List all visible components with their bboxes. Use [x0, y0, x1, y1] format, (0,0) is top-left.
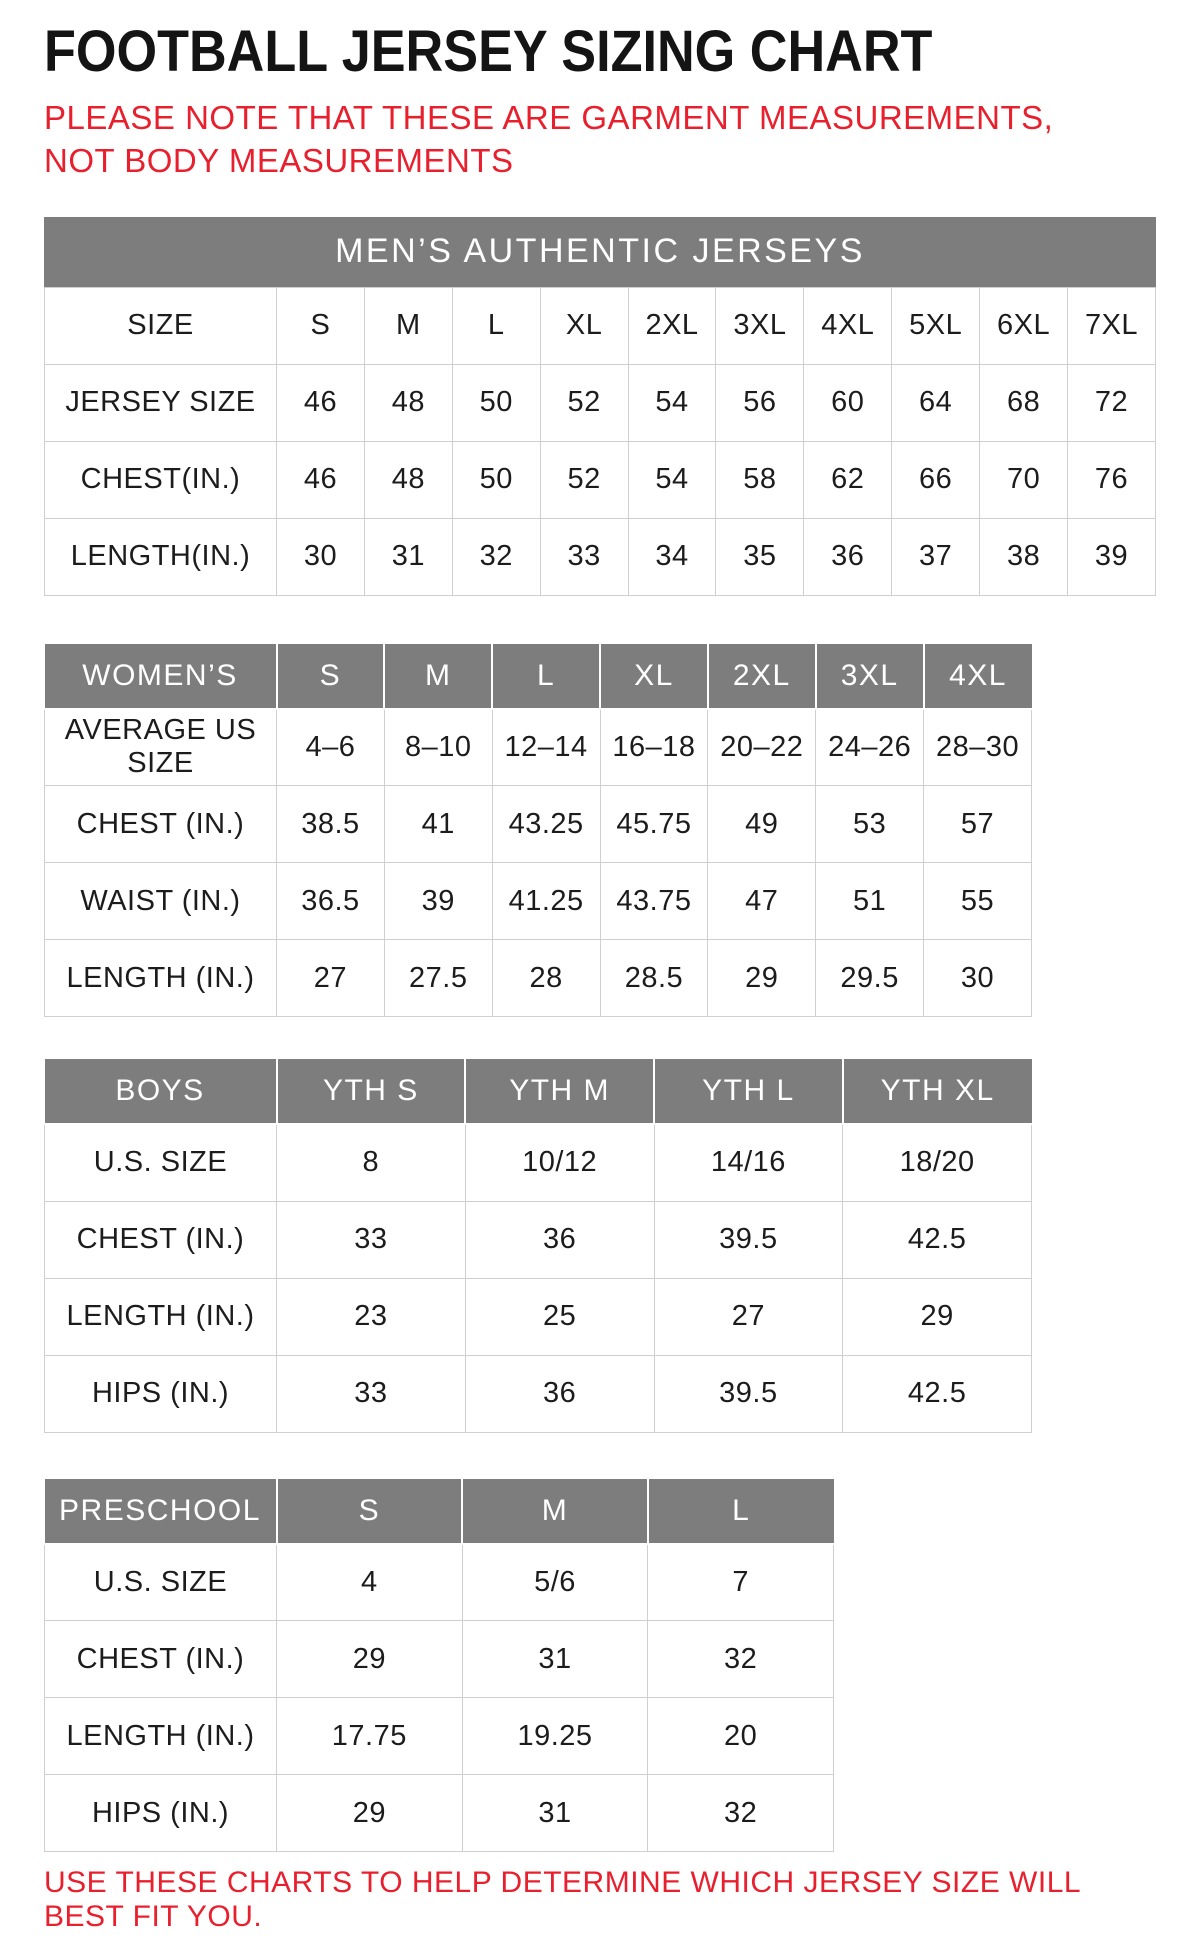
- table-row: [45, 518, 1156, 595]
- column-header: XL: [540, 287, 628, 364]
- mens-authentic-jerseys-section: [44, 217, 1156, 596]
- cell-value: 39: [1068, 518, 1156, 595]
- row-label: CHEST (IN.): [45, 1201, 277, 1278]
- cell-value: 41: [384, 786, 492, 863]
- cell-value: 32: [648, 1775, 834, 1852]
- table-corner-label: BOYS: [45, 1058, 277, 1124]
- table-row: [45, 1124, 1032, 1201]
- cell-value: 7: [648, 1544, 834, 1621]
- column-header: S: [277, 287, 365, 364]
- preschool-sizing-section: [44, 1477, 1156, 1853]
- cell-value: 42.5: [843, 1355, 1032, 1432]
- cell-value: 53: [816, 786, 924, 863]
- cell-value: 4–6: [277, 709, 385, 786]
- cell-value: 28–30: [924, 709, 1032, 786]
- row-label: HIPS (IN.): [45, 1775, 277, 1852]
- table-row: [45, 1621, 834, 1698]
- cell-value: 32: [648, 1621, 834, 1698]
- cell-value: 43.75: [600, 863, 708, 940]
- womens-sizing-table: [44, 642, 1032, 1018]
- table-row: [45, 709, 1032, 786]
- cell-value: 39: [384, 863, 492, 940]
- cell-value: 4: [277, 1544, 463, 1621]
- cell-value: 18/20: [843, 1124, 1032, 1201]
- cell-value: 27.5: [384, 940, 492, 1017]
- column-header: 3XL: [716, 287, 804, 364]
- cell-value: 33: [277, 1355, 466, 1432]
- column-header: L: [648, 1478, 834, 1544]
- table-header-row: [45, 287, 1156, 364]
- footer-note: USE THESE CHARTS TO HELP DETERMINE WHICH JERSEY SIZE WILL BEST FIT YOU.: [44, 1866, 1080, 1934]
- cell-value: 39.5: [654, 1201, 843, 1278]
- cell-value: 17.75: [277, 1698, 463, 1775]
- cell-value: 52: [540, 441, 628, 518]
- table-row: [45, 786, 1032, 863]
- cell-value: 48: [364, 364, 452, 441]
- boys-sizing-section: [44, 1057, 1156, 1433]
- table-row: [45, 940, 1032, 1017]
- cell-value: 50: [452, 441, 540, 518]
- row-label: CHEST (IN.): [45, 1621, 277, 1698]
- cell-value: 10/12: [465, 1124, 654, 1201]
- column-header: YTH M: [465, 1058, 654, 1124]
- cell-value: 33: [277, 1201, 466, 1278]
- cell-value: 48: [364, 441, 452, 518]
- table-row: [45, 1698, 834, 1775]
- cell-value: 24–26: [816, 709, 924, 786]
- cell-value: 36: [804, 518, 892, 595]
- table-row: [45, 364, 1156, 441]
- cell-value: 31: [462, 1621, 648, 1698]
- column-header: 4XL: [924, 643, 1032, 709]
- cell-value: 42.5: [843, 1201, 1032, 1278]
- cell-value: 8: [277, 1124, 466, 1201]
- cell-value: 35: [716, 518, 804, 595]
- row-label: LENGTH(IN.): [45, 518, 277, 595]
- cell-value: 47: [708, 863, 816, 940]
- column-header: S: [277, 1478, 463, 1544]
- cell-value: 31: [364, 518, 452, 595]
- row-label: CHEST (IN.): [45, 786, 277, 863]
- column-header: 2XL: [628, 287, 716, 364]
- cell-value: 30: [924, 940, 1032, 1017]
- cell-value: 12–14: [492, 709, 600, 786]
- cell-value: 43.25: [492, 786, 600, 863]
- cell-value: 54: [628, 364, 716, 441]
- cell-value: 20–22: [708, 709, 816, 786]
- cell-value: 57: [924, 786, 1032, 863]
- cell-value: 25: [465, 1278, 654, 1355]
- row-label: WAIST (IN.): [45, 863, 277, 940]
- column-header: M: [462, 1478, 648, 1544]
- column-header: 2XL: [708, 643, 816, 709]
- row-label: CHEST(IN.): [45, 441, 277, 518]
- cell-value: 58: [716, 441, 804, 518]
- column-header: L: [492, 643, 600, 709]
- mens-sizing-table: [44, 287, 1156, 596]
- row-label: LENGTH (IN.): [45, 1278, 277, 1355]
- column-header: L: [452, 287, 540, 364]
- cell-value: 60: [804, 364, 892, 441]
- table-header-row: [45, 643, 1032, 709]
- cell-value: 50: [452, 364, 540, 441]
- cell-value: 52: [540, 364, 628, 441]
- cell-value: 39.5: [654, 1355, 843, 1432]
- cell-value: 38: [980, 518, 1068, 595]
- cell-value: 45.75: [600, 786, 708, 863]
- column-header: M: [364, 287, 452, 364]
- cell-value: 20: [648, 1698, 834, 1775]
- column-header: M: [384, 643, 492, 709]
- table-corner-label: PRESCHOOL: [45, 1478, 277, 1544]
- cell-value: 64: [892, 364, 980, 441]
- cell-value: 76: [1068, 441, 1156, 518]
- cell-value: 29: [277, 1775, 463, 1852]
- cell-value: 68: [980, 364, 1068, 441]
- cell-value: 8–10: [384, 709, 492, 786]
- column-header: XL: [600, 643, 708, 709]
- row-label: U.S. SIZE: [45, 1124, 277, 1201]
- table-header-row: [45, 1058, 1032, 1124]
- page-title: FOOTBALL JERSEY SIZING CHART: [44, 19, 933, 84]
- womens-sizing-section: [44, 642, 1156, 1018]
- column-header: YTH XL: [843, 1058, 1032, 1124]
- column-header: 5XL: [892, 287, 980, 364]
- table-row: [45, 1278, 1032, 1355]
- cell-value: 5/6: [462, 1544, 648, 1621]
- cell-value: 14/16: [654, 1124, 843, 1201]
- cell-value: 19.25: [462, 1698, 648, 1775]
- cell-value: 37: [892, 518, 980, 595]
- cell-value: 28: [492, 940, 600, 1017]
- cell-value: 70: [980, 441, 1068, 518]
- cell-value: 46: [277, 364, 365, 441]
- cell-value: 49: [708, 786, 816, 863]
- row-label: LENGTH (IN.): [45, 940, 277, 1017]
- column-header: 6XL: [980, 287, 1068, 364]
- cell-value: 38.5: [277, 786, 385, 863]
- preschool-sizing-table: [44, 1477, 834, 1853]
- cell-value: 27: [277, 940, 385, 1017]
- column-header: 3XL: [816, 643, 924, 709]
- column-header: S: [277, 643, 385, 709]
- cell-value: 54: [628, 441, 716, 518]
- table-row: [45, 1544, 834, 1621]
- cell-value: 36.5: [277, 863, 385, 940]
- table-corner-label: SIZE: [45, 287, 277, 364]
- cell-value: 72: [1068, 364, 1156, 441]
- cell-value: 29: [843, 1278, 1032, 1355]
- row-label: LENGTH (IN.): [45, 1698, 277, 1775]
- table-row: [45, 1775, 834, 1852]
- table-row: [45, 1355, 1032, 1432]
- table-corner-label: WOMEN’S: [45, 643, 277, 709]
- column-header: 7XL: [1068, 287, 1156, 364]
- cell-value: 66: [892, 441, 980, 518]
- cell-value: 31: [462, 1775, 648, 1852]
- cell-value: 23: [277, 1278, 466, 1355]
- table-row: [45, 1201, 1032, 1278]
- column-header: YTH S: [277, 1058, 466, 1124]
- cell-value: 29.5: [816, 940, 924, 1017]
- cell-value: 56: [716, 364, 804, 441]
- cell-value: 36: [465, 1355, 654, 1432]
- column-header: YTH L: [654, 1058, 843, 1124]
- cell-value: 27: [654, 1278, 843, 1355]
- cell-value: 29: [708, 940, 816, 1017]
- cell-value: 36: [465, 1201, 654, 1278]
- mens-table-title-bar: MEN’S AUTHENTIC JERSEYS: [44, 217, 1156, 287]
- cell-value: 41.25: [492, 863, 600, 940]
- cell-value: 30: [277, 518, 365, 595]
- cell-value: 32: [452, 518, 540, 595]
- cell-value: 28.5: [600, 940, 708, 1017]
- cell-value: 34: [628, 518, 716, 595]
- cell-value: 55: [924, 863, 1032, 940]
- row-label: AVERAGE US SIZE: [45, 709, 277, 786]
- row-label: HIPS (IN.): [45, 1355, 277, 1432]
- cell-value: 62: [804, 441, 892, 518]
- cell-value: 51: [816, 863, 924, 940]
- table-row: [45, 441, 1156, 518]
- row-label: U.S. SIZE: [45, 1544, 277, 1621]
- cell-value: 46: [277, 441, 365, 518]
- garment-measurements-note: PLEASE NOTE THAT THESE ARE GARMENT MEASUREMENTS, NOT BODY MEASUREMENTS: [44, 98, 1054, 179]
- table-header-row: [45, 1478, 834, 1544]
- boys-sizing-table: [44, 1057, 1032, 1433]
- table-row: [45, 863, 1032, 940]
- cell-value: 29: [277, 1621, 463, 1698]
- cell-value: 33: [540, 518, 628, 595]
- cell-value: 16–18: [600, 709, 708, 786]
- row-label: JERSEY SIZE: [45, 364, 277, 441]
- column-header: 4XL: [804, 287, 892, 364]
